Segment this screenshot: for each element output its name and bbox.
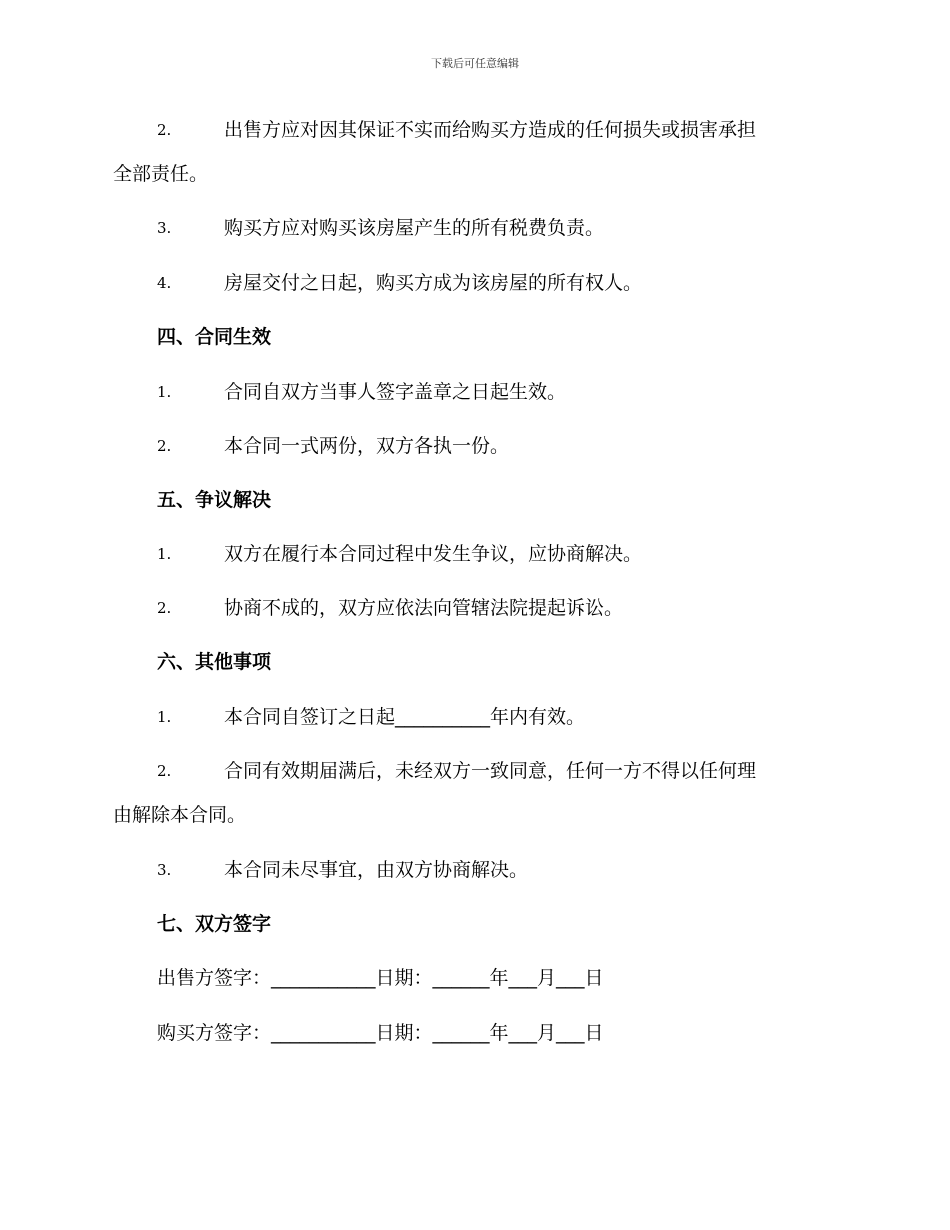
item-text: 本合同一式两份，双方各执一份。 bbox=[224, 435, 510, 457]
item-number: 2. bbox=[157, 599, 172, 617]
section-title: 六、其他事项 bbox=[157, 651, 272, 673]
item-text: 本合同自签订之日起__________年内有效。 bbox=[224, 706, 586, 728]
item-number: 2. bbox=[157, 121, 172, 139]
section-title: 五、争议解决 bbox=[157, 489, 272, 511]
item-number: 2. bbox=[157, 437, 172, 455]
item-text: 合同自双方当事人签字盖章之日起生效。 bbox=[224, 381, 567, 403]
item-number: 1. bbox=[157, 383, 172, 401]
item-number: 3. bbox=[157, 219, 172, 237]
item-text: 出售方应对因其保证不实而给购买方造成的任何损失或损害承担 bbox=[224, 119, 757, 141]
buyer-signature-text: 购买方签字：___________日期：______年___月___日 bbox=[157, 1022, 604, 1044]
header-note: 下载后可任意编辑 bbox=[431, 57, 519, 70]
seller-signature-text: 出售方签字：___________日期：______年___月___日 bbox=[157, 967, 604, 989]
item-text: 双方在履行本合同过程中发生争议，应协商解决。 bbox=[224, 543, 643, 565]
item-text: 购买方应对购买该房屋产生的所有税费负责。 bbox=[224, 217, 605, 239]
item-text: 协商不成的，双方应依法向管辖法院提起诉讼。 bbox=[224, 597, 624, 619]
item-text-continuation: 由解除本合同。 bbox=[113, 804, 247, 826]
section-title: 七、双方签字 bbox=[157, 913, 272, 935]
item-text: 房屋交付之日起，购买方成为该房屋的所有权人。 bbox=[224, 272, 643, 294]
item-text: 合同有效期届满后，未经双方一致同意，任何一方不得以任何理 bbox=[224, 760, 757, 782]
item-number: 4. bbox=[157, 274, 172, 292]
item-number: 3. bbox=[157, 861, 172, 879]
section-title: 四、合同生效 bbox=[157, 326, 272, 348]
item-number: 2. bbox=[157, 762, 172, 780]
item-text-continuation: 全部责任。 bbox=[113, 163, 209, 185]
item-number: 1. bbox=[157, 708, 172, 726]
item-text: 本合同未尽事宜，由双方协商解决。 bbox=[224, 859, 529, 881]
item-number: 1. bbox=[157, 545, 172, 563]
